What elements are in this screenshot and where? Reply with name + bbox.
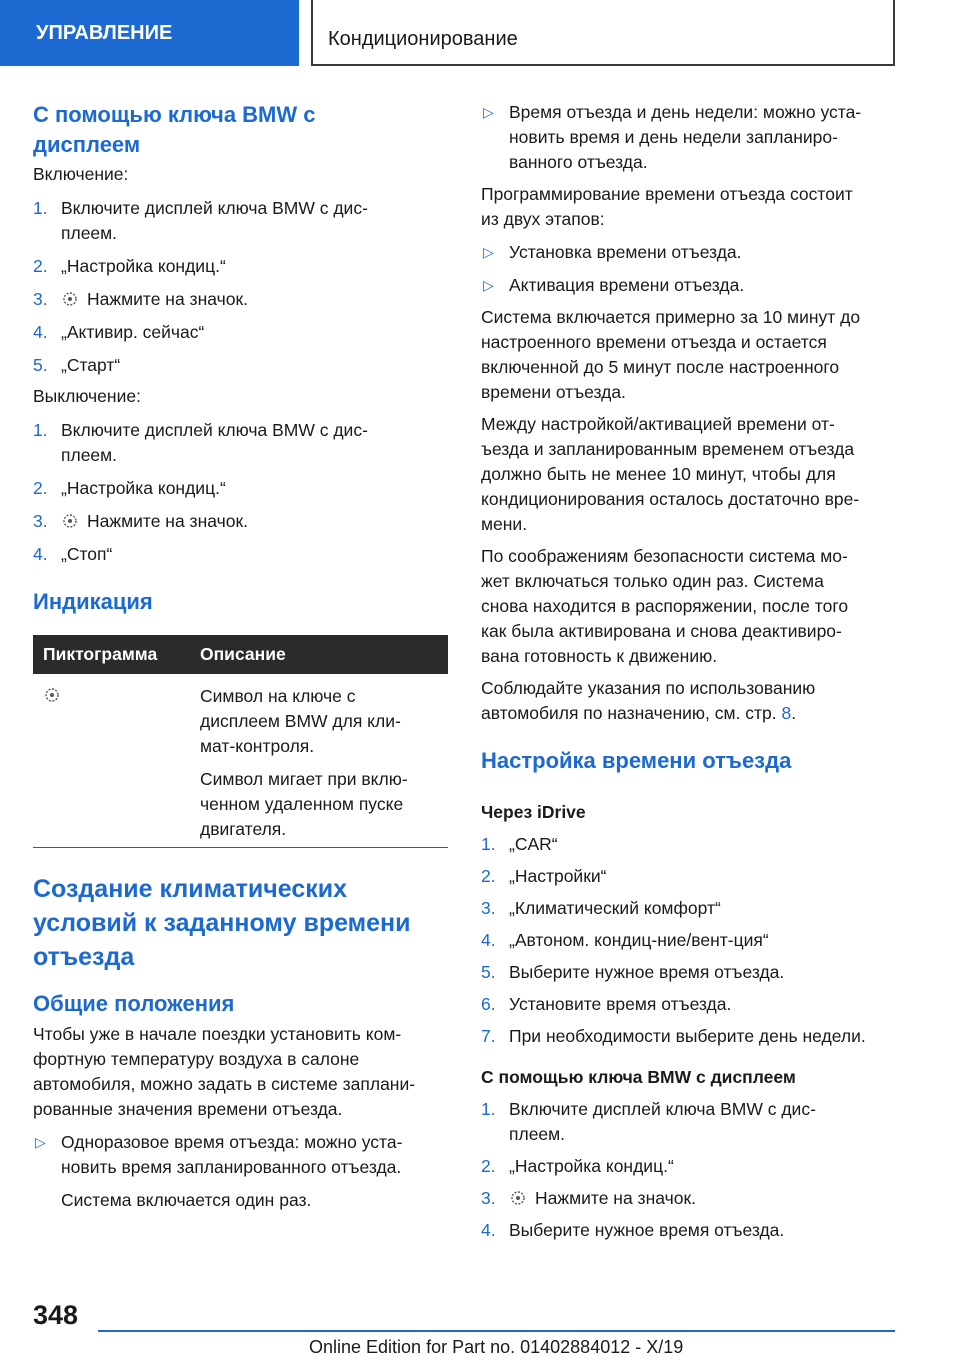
table-cell-line: Символ на ключе с (200, 686, 356, 706)
paragraph-line: времени отъезда. (481, 382, 626, 402)
paragraph-line: автомобиля по назначению, см. стр. 8. (481, 703, 797, 723)
table-header (33, 635, 448, 674)
heading-climate: Создание климатических (33, 875, 348, 903)
list-item: 2. „Настройка кондиц.“ (33, 478, 226, 498)
paragraph-line: ъезда и запланированным временем отъезда (481, 439, 855, 459)
page-number: 348 (33, 1300, 79, 1330)
paragraph-line: снова находится в распоряжении, после того (481, 596, 849, 616)
bullet-item: ▷ Одноразовое время отъезда: можно уста- новить время запланированного отъезда. (35, 1132, 403, 1177)
heading-general: Общие положения (33, 991, 235, 1016)
paragraph-line: Между настройкой/активацией времени от- (481, 414, 835, 434)
paragraph-line: Чтобы уже в начале поездки установить ком- (33, 1024, 402, 1044)
paragraph-line: рованные значения времени отъезда. (33, 1099, 343, 1119)
heading-indication: Индикация (33, 589, 153, 614)
table-row (33, 674, 448, 848)
climate-key-icon (61, 512, 79, 530)
list-item: 4. „Активир. сейчас“ (33, 322, 205, 342)
list-item: 1. Включите дисплей ключа BMW с дис- плеем. (33, 420, 368, 465)
page-reference-link[interactable]: 8 (781, 703, 792, 723)
bullet-item: ▷ Время отъезда и день недели: можно уста- новить время и день недели запланиро- ванного отъезда. (483, 102, 862, 172)
list-item: 1. Включите дисплей ключа BMW с дис- плеем. (481, 1099, 816, 1144)
off-label: Выключение: (33, 386, 141, 406)
list-item: 3. Нажмите на значок. (33, 289, 248, 309)
list-item: 5. „Старт“ (33, 355, 121, 375)
footer-edition: Online Edition for Part no. 01402884012 - X/19 (309, 1337, 684, 1357)
right-column (481, 100, 896, 1243)
paragraph-line: вана готовность к движению. (481, 646, 718, 666)
climate-key-icon (43, 686, 61, 704)
heading-key-display-2: С помощью ключа BMW с дисплеем (481, 1067, 796, 1087)
table-col-description: Описание (200, 644, 286, 664)
list-item: 2. „Настройка кондиц.“ (481, 1156, 674, 1176)
on-label: Включение: (33, 164, 129, 184)
list-item: 1. „CAR“ (481, 834, 558, 854)
paragraph-line: жет включаться только один раз. Система (481, 571, 824, 591)
paragraph-line: из двух этапов: (481, 209, 605, 229)
list-item: 7. При необходимости выберите день недели. (481, 1026, 866, 1046)
list-item: 5. Выберите нужное время отъезда. (481, 962, 785, 982)
paragraph-line: кондиционирования осталось достаточно вре- (481, 489, 860, 509)
paragraph-line: настроенного времени отъезда и остается (481, 332, 827, 352)
heading-set-departure: Настройка времени отъезда (481, 748, 792, 773)
paragraph-line: мени. (481, 514, 528, 534)
triangle-bullet-icon: ▷ (483, 104, 494, 120)
list-item: 6. Установите время отъезда. (481, 994, 732, 1014)
table-cell-line: Символ мигает при вклю- (200, 769, 408, 789)
climate-key-icon (509, 1189, 527, 1207)
triangle-bullet-icon: ▷ (35, 1134, 46, 1150)
paragraph-line: По соображениям безопасности система мо- (481, 546, 848, 566)
section-tab: УПРАВЛЕНИЕ (0, 0, 299, 66)
list-item: 4. „Автоном. кондиц-ние/вент-ция“ (481, 930, 769, 950)
table-cell-line: двигателя. (200, 819, 287, 839)
table-cell-line: дисплеем BMW для кли- (200, 711, 401, 731)
list-item: 2. „Настройки“ (481, 866, 607, 886)
triangle-bullet-icon: ▷ (483, 244, 494, 260)
paragraph-line: включенной до 5 минут после настроенного (481, 357, 840, 377)
climate-key-icon (61, 290, 79, 308)
heading-climate: условий к заданному времени (33, 909, 411, 937)
left-column (33, 100, 448, 1213)
triangle-bullet-icon: ▷ (483, 277, 494, 293)
paragraph-line: Программирование времени отъезда состоит (481, 184, 853, 204)
table-col-pictogram: Пиктограмма (43, 644, 158, 664)
list-item: 3. „Климатический комфорт“ (481, 898, 721, 918)
table-cell-line: ченном удаленном пуске (200, 794, 404, 814)
paragraph-line: как была активирована и снова деактивиро- (481, 621, 842, 641)
heading-idrive: Через iDrive (481, 802, 586, 822)
heading-key-display: С помощью ключа BMW с дисплеем (33, 102, 316, 157)
list-item: 3. Нажмите на значок. (33, 511, 248, 531)
list-item: 4. „Стоп“ (33, 544, 113, 564)
list-item: 4. Выберите нужное время отъезда. (481, 1220, 785, 1240)
paragraph-line: должно быть не менее 10 минут, чтобы для (481, 464, 836, 484)
footer-divider (98, 1330, 895, 1332)
list-item: 2. „Настройка кондиц.“ (33, 256, 226, 276)
paragraph-line: Соблюдайте указания по использованию (481, 678, 816, 698)
table-cell-line: мат-контроля. (200, 736, 315, 756)
paragraph-line: автомобиля, можно задать в системе заплани- (33, 1074, 416, 1094)
list-item: 3. Нажмите на значок. (481, 1188, 696, 1208)
paragraph-line: фортную температуру воздуха в салоне (33, 1049, 360, 1069)
bullet-item: ▷ Установка времени отъезда. (481, 240, 896, 265)
chapter-tab: Кондиционирование (311, 0, 895, 66)
bullet-item: ▷ Активация времени отъезда. (481, 273, 896, 298)
heading-climate: отъезда (33, 943, 135, 971)
paragraph-line: Система включается примерно за 10 минут до (481, 307, 861, 327)
bullet-note: Система включается один раз. (61, 1190, 312, 1210)
list-item: 1. Включите дисплей ключа BMW с дис- плеем. (33, 198, 368, 243)
